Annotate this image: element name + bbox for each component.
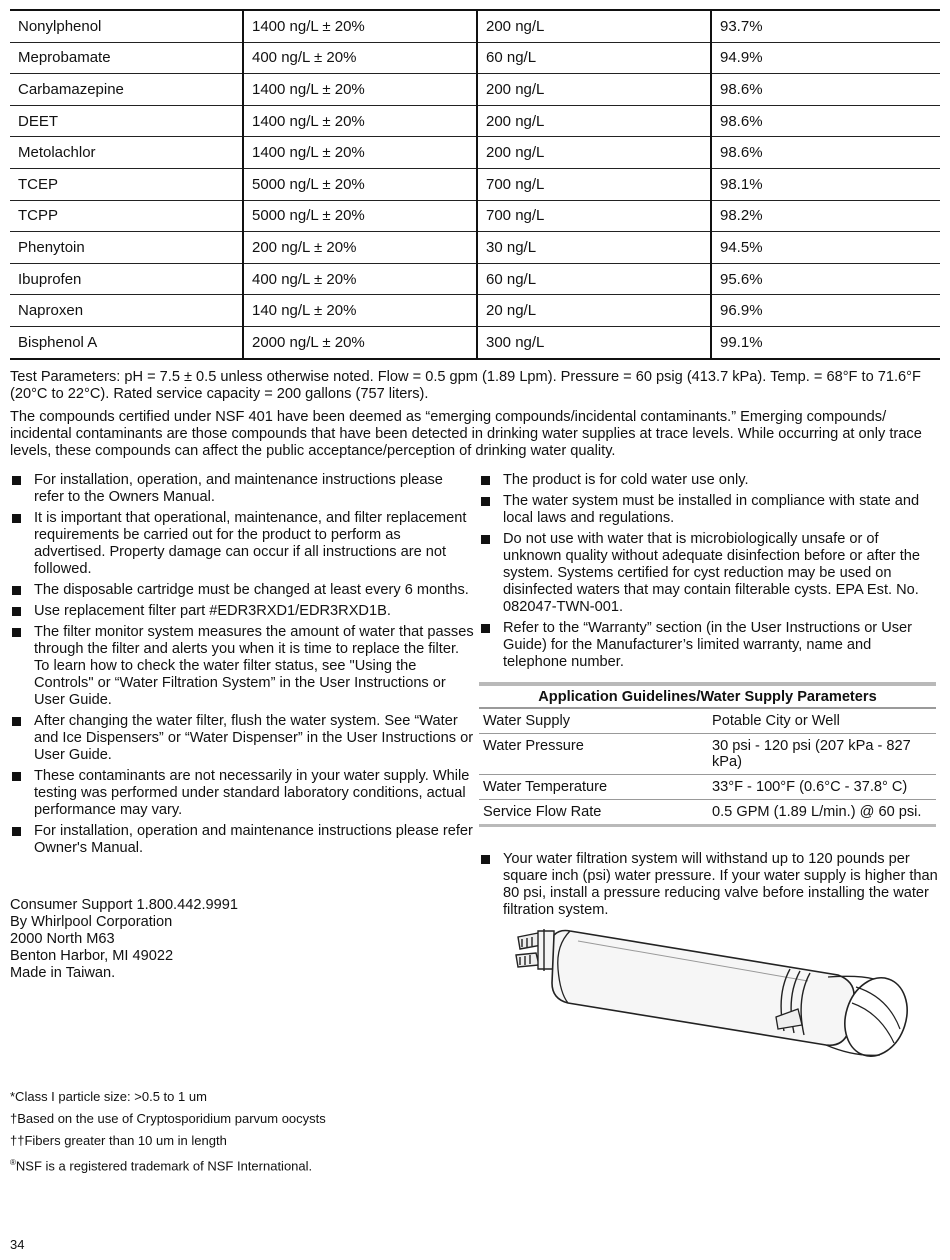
table-row xyxy=(10,295,940,327)
max-effluent-cell: 20 ng/L xyxy=(477,295,711,327)
table-row xyxy=(10,168,940,200)
influent-challenge-cell: 5000 ng/L ± 20% xyxy=(243,168,477,200)
list-item xyxy=(10,510,475,578)
table-row xyxy=(479,708,936,734)
bullet-square-icon xyxy=(481,476,490,485)
max-effluent-cell: 700 ng/L xyxy=(477,200,711,232)
max-effluent-cell: 60 ng/L xyxy=(477,263,711,295)
table-row xyxy=(479,734,936,775)
percent-reduction-cell: 98.6% xyxy=(711,105,940,137)
max-effluent-cell: 60 ng/L xyxy=(477,42,711,74)
footnote-nsf-text: NSF is a registered trademark of NSF International. xyxy=(15,1158,313,1174)
contaminant-name-cell: Naproxen xyxy=(10,295,243,327)
table-row xyxy=(10,74,940,106)
list-item-text: The water system must be installed in compliance with state and local laws and regulations. xyxy=(503,493,920,526)
list-item xyxy=(10,713,475,764)
list-item-text: Your water filtration system will withstand up to 120 pounds per square inch (psi) water pressure. If your water supply is higher than 80 psi, install a pressure reducing valve before installing the water filtration system. xyxy=(503,851,938,918)
parameter-name: Water Temperature xyxy=(479,775,708,800)
contaminant-reduction-table xyxy=(10,9,940,360)
page-number: 34 xyxy=(10,1237,25,1252)
bullet-square-icon xyxy=(12,607,21,616)
application-guidelines-title: Application Guidelines/Water Supply Parameters xyxy=(538,689,877,705)
instructions-list-left xyxy=(10,472,475,861)
influent-challenge-cell: 1400 ng/L ± 20% xyxy=(243,10,477,42)
bullet-square-icon xyxy=(12,586,21,595)
list-item-text: The disposable cartridge must be changed at least every 6 months. xyxy=(34,582,469,598)
parameter-name: Service Flow Rate xyxy=(479,800,708,826)
percent-reduction-cell: 95.6% xyxy=(711,263,940,295)
bullet-square-icon xyxy=(481,624,490,633)
consumer-support-block xyxy=(10,897,238,982)
parameter-value: 33°F - 100°F (0.6°C - 37.8° C) xyxy=(708,775,936,800)
list-item xyxy=(479,531,939,616)
list-item xyxy=(10,472,475,506)
contaminant-name-cell: Meprobamate xyxy=(10,42,243,74)
list-item xyxy=(10,582,475,599)
nsf401-note-text: The compounds certified under NSF 401 have been deemed as “emerging compounds/incidental contaminants.” Emerging compounds/ incidental contaminants are those compounds that have been detected in drinking water supplies at trace levels. While occurring at only trace levels, these compounds can affect the public acceptance/perception of drinking water quality. xyxy=(10,409,922,459)
list-item xyxy=(479,620,939,671)
footnote-cryptosporidium: †Based on the use of Cryptosporidium parvum oocysts xyxy=(10,1111,326,1126)
list-item xyxy=(479,472,939,489)
influent-challenge-cell: 1400 ng/L ± 20% xyxy=(243,105,477,137)
contaminant-name-cell: DEET xyxy=(10,105,243,137)
bullet-square-icon xyxy=(12,772,21,781)
percent-reduction-cell: 98.6% xyxy=(711,74,940,106)
list-item-text: Refer to the “Warranty” section (in the User Instructions or User Guide) for the Manufacturer’s limited warranty, name and telephone number. xyxy=(503,620,913,670)
list-item xyxy=(10,768,475,819)
support-company: By Whirlpool Corporation xyxy=(10,914,173,930)
max-effluent-cell: 200 ng/L xyxy=(477,10,711,42)
support-origin: Made in Taiwan. xyxy=(10,965,116,981)
parameter-name: Water Pressure xyxy=(479,734,708,775)
parameter-value: 30 psi - 120 psi (207 kPa - 827 kPa) xyxy=(708,734,936,775)
parameter-value: Potable City or Well xyxy=(708,708,936,734)
water-supply-parameters xyxy=(479,707,936,827)
bullet-square-icon xyxy=(481,535,490,544)
test-parameters-text: Test Parameters: pH = 7.5 ± 0.5 unless otherwise noted. Flow = 0.5 gpm (1.89 Lpm). Pressure = 60 psig (413.7 kPa). Temp. = 68°F to 71.6°F (20°C to 22°C). Rated service capacity = 200 gallons (757 liters). xyxy=(10,369,921,402)
list-item-text: Use replacement filter part #EDR3RXD1/EDR3RXD1B. xyxy=(34,603,391,619)
percent-reduction-cell: 98.6% xyxy=(711,137,940,169)
support-phone: Consumer Support 1.800.442.9991 xyxy=(10,897,238,913)
table-row xyxy=(10,263,940,295)
list-item xyxy=(10,823,475,857)
table-row xyxy=(10,42,940,74)
list-item xyxy=(10,624,475,709)
max-effluent-cell: 300 ng/L xyxy=(477,326,711,358)
parameter-value: 0.5 GPM (1.89 L/min.) @ 60 psi. xyxy=(708,800,936,826)
table-row xyxy=(10,10,940,42)
footnotes xyxy=(10,1086,326,1177)
max-effluent-cell: 200 ng/L xyxy=(477,74,711,106)
max-effluent-cell: 700 ng/L xyxy=(477,168,711,200)
contaminant-name-cell: TCEP xyxy=(10,168,243,200)
influent-challenge-cell: 140 ng/L ± 20% xyxy=(243,295,477,327)
bullet-square-icon xyxy=(12,827,21,836)
registered-mark: ® xyxy=(10,1158,16,1167)
contaminant-name-cell: Metolachlor xyxy=(10,137,243,169)
list-item-text: The product is for cold water use only. xyxy=(503,472,749,488)
table-row xyxy=(10,326,940,358)
max-effluent-cell: 200 ng/L xyxy=(477,105,711,137)
list-item-text: For installation, operation and maintenance instructions please refer Owner's Manual. xyxy=(34,823,473,856)
footnote-nsf-trademark xyxy=(10,1152,326,1177)
max-effluent-cell: 200 ng/L xyxy=(477,137,711,169)
percent-reduction-cell: 98.2% xyxy=(711,200,940,232)
bullet-square-icon xyxy=(12,717,21,726)
percent-reduction-cell: 93.7% xyxy=(711,10,940,42)
bullet-square-icon xyxy=(12,628,21,637)
contaminant-name-cell: Nonylphenol xyxy=(10,10,243,42)
influent-challenge-cell: 2000 ng/L ± 20% xyxy=(243,326,477,358)
list-item-text: Do not use with water that is microbiologically unsafe or of unknown quality without adequate disinfection before or after the system. Systems certified for cyst reduction may be used on disinfected waters that may contain filterable cysts. EPA Est. No. 082047-TWN-001. xyxy=(503,531,921,615)
list-item-text: After changing the water filter, flush the water system. See “Water and Ice Dispensers” or “Water Dispenser” in the User Instructions or User Guide. xyxy=(34,713,474,763)
bullet-square-icon xyxy=(481,855,490,864)
percent-reduction-cell: 98.1% xyxy=(711,168,940,200)
table-row xyxy=(10,105,940,137)
table-row xyxy=(479,800,936,826)
water-filter-cartridge-illustration xyxy=(508,925,913,1065)
list-item-text: The filter monitor system measures the amount of water that passes through the filter and alerts you when it is time to replace the filter. To learn how to check the water filter status, see "Using the Controls" or “Water Filtration System” in the User Instructions or User Guide. xyxy=(34,624,474,708)
influent-challenge-cell: 400 ng/L ± 20% xyxy=(243,42,477,74)
bullet-square-icon xyxy=(12,514,21,523)
max-effluent-cell: 30 ng/L xyxy=(477,232,711,264)
influent-challenge-cell: 1400 ng/L ± 20% xyxy=(243,137,477,169)
support-city: Benton Harbor, MI 49022 xyxy=(10,948,174,964)
influent-challenge-cell: 200 ng/L ± 20% xyxy=(243,232,477,264)
footnote-class-particle: *Class I particle size: >0.5 to 1 um xyxy=(10,1089,207,1104)
contaminant-name-cell: TCPP xyxy=(10,200,243,232)
influent-challenge-cell: 400 ng/L ± 20% xyxy=(243,263,477,295)
list-item-text: For installation, operation, and maintenance instructions please refer to the Owners Manual. xyxy=(34,472,443,505)
support-street: 2000 North M63 xyxy=(10,931,115,947)
table-row xyxy=(479,775,936,800)
pressure-note-list xyxy=(479,851,939,923)
parameter-name: Water Supply xyxy=(479,708,708,734)
list-item xyxy=(10,603,475,620)
footnote-fibers: ††Fibers greater than 10 um in length xyxy=(10,1133,227,1148)
table-row xyxy=(10,137,940,169)
contaminant-name-cell: Bisphenol A xyxy=(10,326,243,358)
contaminant-name-cell: Phenytoin xyxy=(10,232,243,264)
application-guidelines-table xyxy=(479,682,936,827)
list-item xyxy=(479,493,939,527)
percent-reduction-cell: 99.1% xyxy=(711,326,940,358)
influent-challenge-cell: 5000 ng/L ± 20% xyxy=(243,200,477,232)
table-row xyxy=(10,232,940,264)
percent-reduction-cell: 94.9% xyxy=(711,42,940,74)
bullet-square-icon xyxy=(481,497,490,506)
list-item-text: These contaminants are not necessarily in your water supply. While testing was performed under standard laboratory conditions, actual performance may vary. xyxy=(34,768,470,818)
bullet-square-icon xyxy=(12,476,21,485)
table-row xyxy=(10,200,940,232)
contaminant-name-cell: Carbamazepine xyxy=(10,74,243,106)
list-item-text: It is important that operational, maintenance, and filter replacement requirements be carried out for the product to perform as advertised. Property damage can occur if all instructions are not followed. xyxy=(34,510,467,577)
contaminant-table-body xyxy=(10,10,940,359)
instructions-list-right xyxy=(479,472,939,675)
influent-challenge-cell: 1400 ng/L ± 20% xyxy=(243,74,477,106)
percent-reduction-cell: 94.5% xyxy=(711,232,940,264)
list-item xyxy=(479,851,939,919)
contaminant-name-cell: Ibuprofen xyxy=(10,263,243,295)
percent-reduction-cell: 96.9% xyxy=(711,295,940,327)
